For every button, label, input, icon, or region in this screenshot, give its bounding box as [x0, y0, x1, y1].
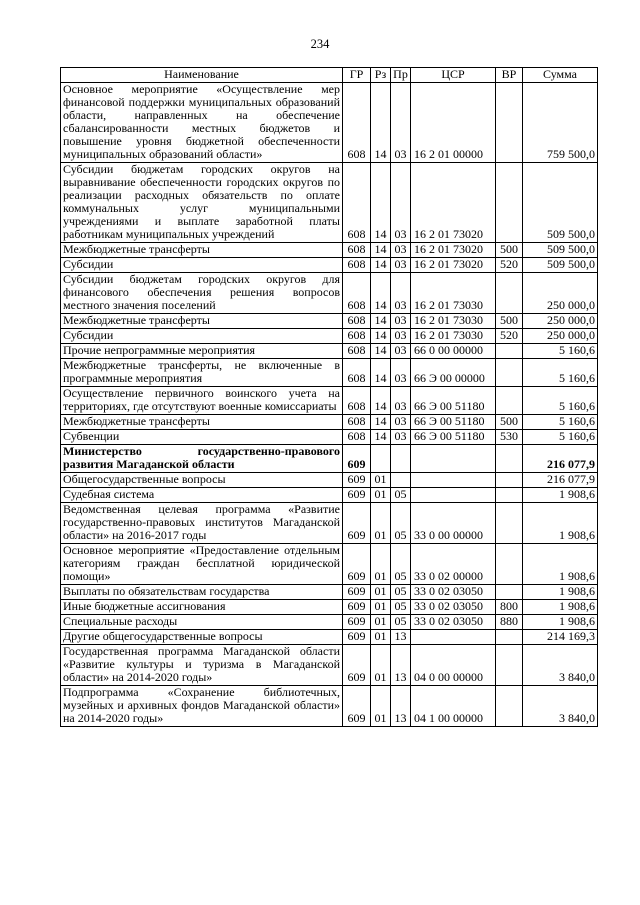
table-row [61, 359, 598, 387]
cell-rz: 14 [371, 430, 391, 445]
cell-sum: 1 908,6 [523, 585, 598, 600]
cell-csr: 33 0 02 03050 [411, 600, 496, 615]
cell-gr: 609 [343, 585, 371, 600]
cell-pr: 05 [391, 544, 411, 585]
cell-csr: 04 0 00 00000 [411, 645, 496, 686]
cell-name: Судебная система [61, 488, 343, 503]
cell-name: Межбюджетные трансферты [61, 314, 343, 329]
cell-rz: 01 [371, 503, 391, 544]
cell-name: Субсидии бюджетам городских округов для финансового обеспечения решения вопросов местного значения поселений [61, 273, 343, 314]
cell-sum: 250 000,0 [523, 329, 598, 344]
cell-csr: 66 Э 00 51180 [411, 387, 496, 415]
cell-name: Государственная программа Магаданской области «Развитие культуры и туризма в Магаданской области» на 2014-2020 годы» [61, 645, 343, 686]
cell-name: Межбюджетные трансферты [61, 415, 343, 430]
cell-rz: 01 [371, 600, 391, 615]
cell-vr [496, 503, 523, 544]
cell-csr: 16 2 01 73020 [411, 163, 496, 243]
budget-table [60, 67, 598, 727]
cell-rz: 14 [371, 83, 391, 163]
cell-csr: 33 0 02 00000 [411, 544, 496, 585]
table-row [61, 163, 598, 243]
header-vr: ВР [496, 68, 523, 83]
cell-gr: 608 [343, 415, 371, 430]
cell-vr [496, 163, 523, 243]
cell-name: Министерство государственно-правового развития Магаданской области [61, 445, 343, 473]
cell-name: Другие общегосударственные вопросы [61, 630, 343, 645]
table-row [61, 503, 598, 544]
cell-vr: 520 [496, 258, 523, 273]
cell-pr: 05 [391, 615, 411, 630]
cell-csr: 04 1 00 00000 [411, 686, 496, 727]
cell-name: Ведомственная целевая программа «Развитие государственно-правовых институтов Магаданской области» на 2016-2017 годы [61, 503, 343, 544]
cell-name: Общегосударственные вопросы [61, 473, 343, 488]
cell-csr [411, 473, 496, 488]
cell-pr: 13 [391, 686, 411, 727]
cell-sum: 1 908,6 [523, 488, 598, 503]
cell-pr: 03 [391, 83, 411, 163]
cell-csr [411, 445, 496, 473]
cell-rz: 01 [371, 473, 391, 488]
cell-csr: 16 2 01 73030 [411, 273, 496, 314]
cell-sum: 216 077,9 [523, 445, 598, 473]
table-row [61, 387, 598, 415]
cell-pr: 05 [391, 600, 411, 615]
cell-name: Прочие непрограммные мероприятия [61, 344, 343, 359]
cell-gr: 608 [343, 243, 371, 258]
cell-name: Субсидии бюджетам городских округов на выравнивание обеспеченности городских округов по реализации расходных обязательств по оплате коммунальных услуг муниципальными учреждениями и выплате заработной платы работникам муниципальных учреждений [61, 163, 343, 243]
table-row [61, 430, 598, 445]
cell-vr [496, 387, 523, 415]
cell-pr: 03 [391, 314, 411, 329]
table-row [61, 488, 598, 503]
cell-vr: 530 [496, 430, 523, 445]
cell-pr: 03 [391, 329, 411, 344]
table-row [61, 630, 598, 645]
cell-csr [411, 630, 496, 645]
cell-csr: 33 0 02 03050 [411, 585, 496, 600]
table-row [61, 445, 598, 473]
cell-pr: 05 [391, 488, 411, 503]
cell-vr: 880 [496, 615, 523, 630]
cell-gr: 608 [343, 344, 371, 359]
cell-gr: 608 [343, 273, 371, 314]
header-gr: ГР [343, 68, 371, 83]
page-number: 234 [310, 37, 330, 51]
cell-rz: 01 [371, 585, 391, 600]
cell-csr: 16 2 01 73030 [411, 314, 496, 329]
table-row [61, 585, 598, 600]
cell-sum: 214 169,3 [523, 630, 598, 645]
cell-gr: 608 [343, 258, 371, 273]
cell-sum: 759 500,0 [523, 83, 598, 163]
header-csr: ЦСР [411, 68, 496, 83]
table-row [61, 473, 598, 488]
cell-sum: 5 160,6 [523, 344, 598, 359]
cell-rz [371, 445, 391, 473]
table-row [61, 544, 598, 585]
cell-rz: 14 [371, 415, 391, 430]
cell-vr: 800 [496, 600, 523, 615]
cell-pr: 03 [391, 243, 411, 258]
cell-pr [391, 473, 411, 488]
cell-gr: 609 [343, 686, 371, 727]
cell-rz: 14 [371, 243, 391, 258]
cell-name: Субвенции [61, 430, 343, 445]
cell-vr [496, 488, 523, 503]
cell-name: Основное мероприятие «Предоставление отдельным категориям граждан бесплатной юридической помощи» [61, 544, 343, 585]
cell-vr [496, 445, 523, 473]
cell-rz: 14 [371, 344, 391, 359]
table-row [61, 686, 598, 727]
cell-sum: 1 908,6 [523, 600, 598, 615]
cell-pr: 03 [391, 430, 411, 445]
table-header-row [61, 68, 598, 83]
cell-csr: 66 Э 00 51180 [411, 415, 496, 430]
cell-sum: 509 500,0 [523, 243, 598, 258]
table-row [61, 258, 598, 273]
cell-csr: 16 2 01 73020 [411, 243, 496, 258]
cell-name: Основное мероприятие «Осуществление мер финансовой поддержки муниципальных образований области, направленных на обеспечение сбалансированности местных бюджетов и повышение уровня бюджетной обеспеченности муниципальных образований области» [61, 83, 343, 163]
cell-vr [496, 473, 523, 488]
cell-gr: 609 [343, 615, 371, 630]
cell-csr: 16 2 01 73020 [411, 258, 496, 273]
cell-vr [496, 83, 523, 163]
cell-name: Субсидии [61, 258, 343, 273]
table-row [61, 329, 598, 344]
cell-sum: 3 840,0 [523, 686, 598, 727]
cell-sum: 1 908,6 [523, 503, 598, 544]
cell-sum: 509 500,0 [523, 163, 598, 243]
cell-pr: 03 [391, 163, 411, 243]
cell-csr: 33 0 02 03050 [411, 615, 496, 630]
table-row [61, 314, 598, 329]
cell-pr: 03 [391, 387, 411, 415]
cell-rz: 01 [371, 544, 391, 585]
cell-csr: 16 2 01 73030 [411, 329, 496, 344]
table-row [61, 600, 598, 615]
cell-gr: 609 [343, 630, 371, 645]
cell-pr [391, 445, 411, 473]
cell-sum: 3 840,0 [523, 645, 598, 686]
header-sum: Сумма [523, 68, 598, 83]
header-name: Наименование [61, 68, 343, 83]
cell-vr: 500 [496, 415, 523, 430]
cell-pr: 13 [391, 645, 411, 686]
cell-vr [496, 359, 523, 387]
cell-gr: 609 [343, 488, 371, 503]
cell-rz: 01 [371, 630, 391, 645]
table-row [61, 273, 598, 314]
cell-vr [496, 344, 523, 359]
cell-rz: 14 [371, 163, 391, 243]
cell-sum: 1 908,6 [523, 615, 598, 630]
cell-gr: 608 [343, 314, 371, 329]
cell-sum: 250 000,0 [523, 273, 598, 314]
cell-vr [496, 630, 523, 645]
cell-rz: 01 [371, 488, 391, 503]
cell-pr: 05 [391, 585, 411, 600]
cell-rz: 01 [371, 686, 391, 727]
cell-rz: 01 [371, 645, 391, 686]
cell-csr [411, 488, 496, 503]
table-body [61, 83, 598, 727]
cell-name: Иные бюджетные ассигнования [61, 600, 343, 615]
header-rz: Рз [371, 68, 391, 83]
table-row [61, 615, 598, 630]
cell-name: Подпрограмма «Сохранение библиотечных, музейных и архивных фондов Магаданской области» на 2014-2020 годы» [61, 686, 343, 727]
cell-sum: 1 908,6 [523, 544, 598, 585]
cell-vr [496, 273, 523, 314]
cell-vr [496, 544, 523, 585]
cell-name: Субсидии [61, 329, 343, 344]
cell-vr: 520 [496, 329, 523, 344]
cell-name: Межбюджетные трансферты [61, 243, 343, 258]
cell-name: Межбюджетные трансферты, не включенные в программные мероприятия [61, 359, 343, 387]
cell-gr: 608 [343, 163, 371, 243]
cell-pr: 03 [391, 273, 411, 314]
cell-gr: 609 [343, 645, 371, 686]
cell-gr: 608 [343, 329, 371, 344]
cell-csr: 16 2 01 00000 [411, 83, 496, 163]
cell-gr: 609 [343, 503, 371, 544]
cell-name: Выплаты по обязательствам государства [61, 585, 343, 600]
cell-vr: 500 [496, 314, 523, 329]
cell-pr: 13 [391, 630, 411, 645]
cell-sum: 5 160,6 [523, 415, 598, 430]
cell-name: Осуществление первичного воинского учета на территориях, где отсутствуют военные комиссариаты [61, 387, 343, 415]
cell-pr: 05 [391, 503, 411, 544]
table-row [61, 83, 598, 163]
cell-csr: 66 Э 00 00000 [411, 359, 496, 387]
cell-rz: 14 [371, 314, 391, 329]
header-pr: Пр [391, 68, 411, 83]
table-row [61, 344, 598, 359]
cell-name: Специальные расходы [61, 615, 343, 630]
table-row [61, 415, 598, 430]
cell-rz: 14 [371, 273, 391, 314]
cell-sum: 509 500,0 [523, 258, 598, 273]
cell-gr: 609 [343, 445, 371, 473]
cell-vr [496, 585, 523, 600]
cell-gr: 609 [343, 600, 371, 615]
cell-vr [496, 645, 523, 686]
cell-pr: 03 [391, 344, 411, 359]
cell-sum: 250 000,0 [523, 314, 598, 329]
cell-vr: 500 [496, 243, 523, 258]
cell-rz: 14 [371, 258, 391, 273]
cell-rz: 14 [371, 359, 391, 387]
cell-sum: 5 160,6 [523, 430, 598, 445]
cell-pr: 03 [391, 415, 411, 430]
cell-rz: 14 [371, 387, 391, 415]
cell-rz: 14 [371, 329, 391, 344]
cell-vr [496, 686, 523, 727]
cell-rz: 01 [371, 615, 391, 630]
cell-gr: 608 [343, 83, 371, 163]
cell-sum: 5 160,6 [523, 387, 598, 415]
cell-gr: 609 [343, 473, 371, 488]
table-row [61, 243, 598, 258]
cell-csr: 66 Э 00 51180 [411, 430, 496, 445]
cell-gr: 608 [343, 359, 371, 387]
cell-csr: 66 0 00 00000 [411, 344, 496, 359]
table-row [61, 645, 598, 686]
cell-gr: 609 [343, 544, 371, 585]
cell-gr: 608 [343, 387, 371, 415]
cell-sum: 216 077,9 [523, 473, 598, 488]
cell-pr: 03 [391, 258, 411, 273]
cell-sum: 5 160,6 [523, 359, 598, 387]
cell-pr: 03 [391, 359, 411, 387]
cell-gr: 608 [343, 430, 371, 445]
cell-csr: 33 0 00 00000 [411, 503, 496, 544]
